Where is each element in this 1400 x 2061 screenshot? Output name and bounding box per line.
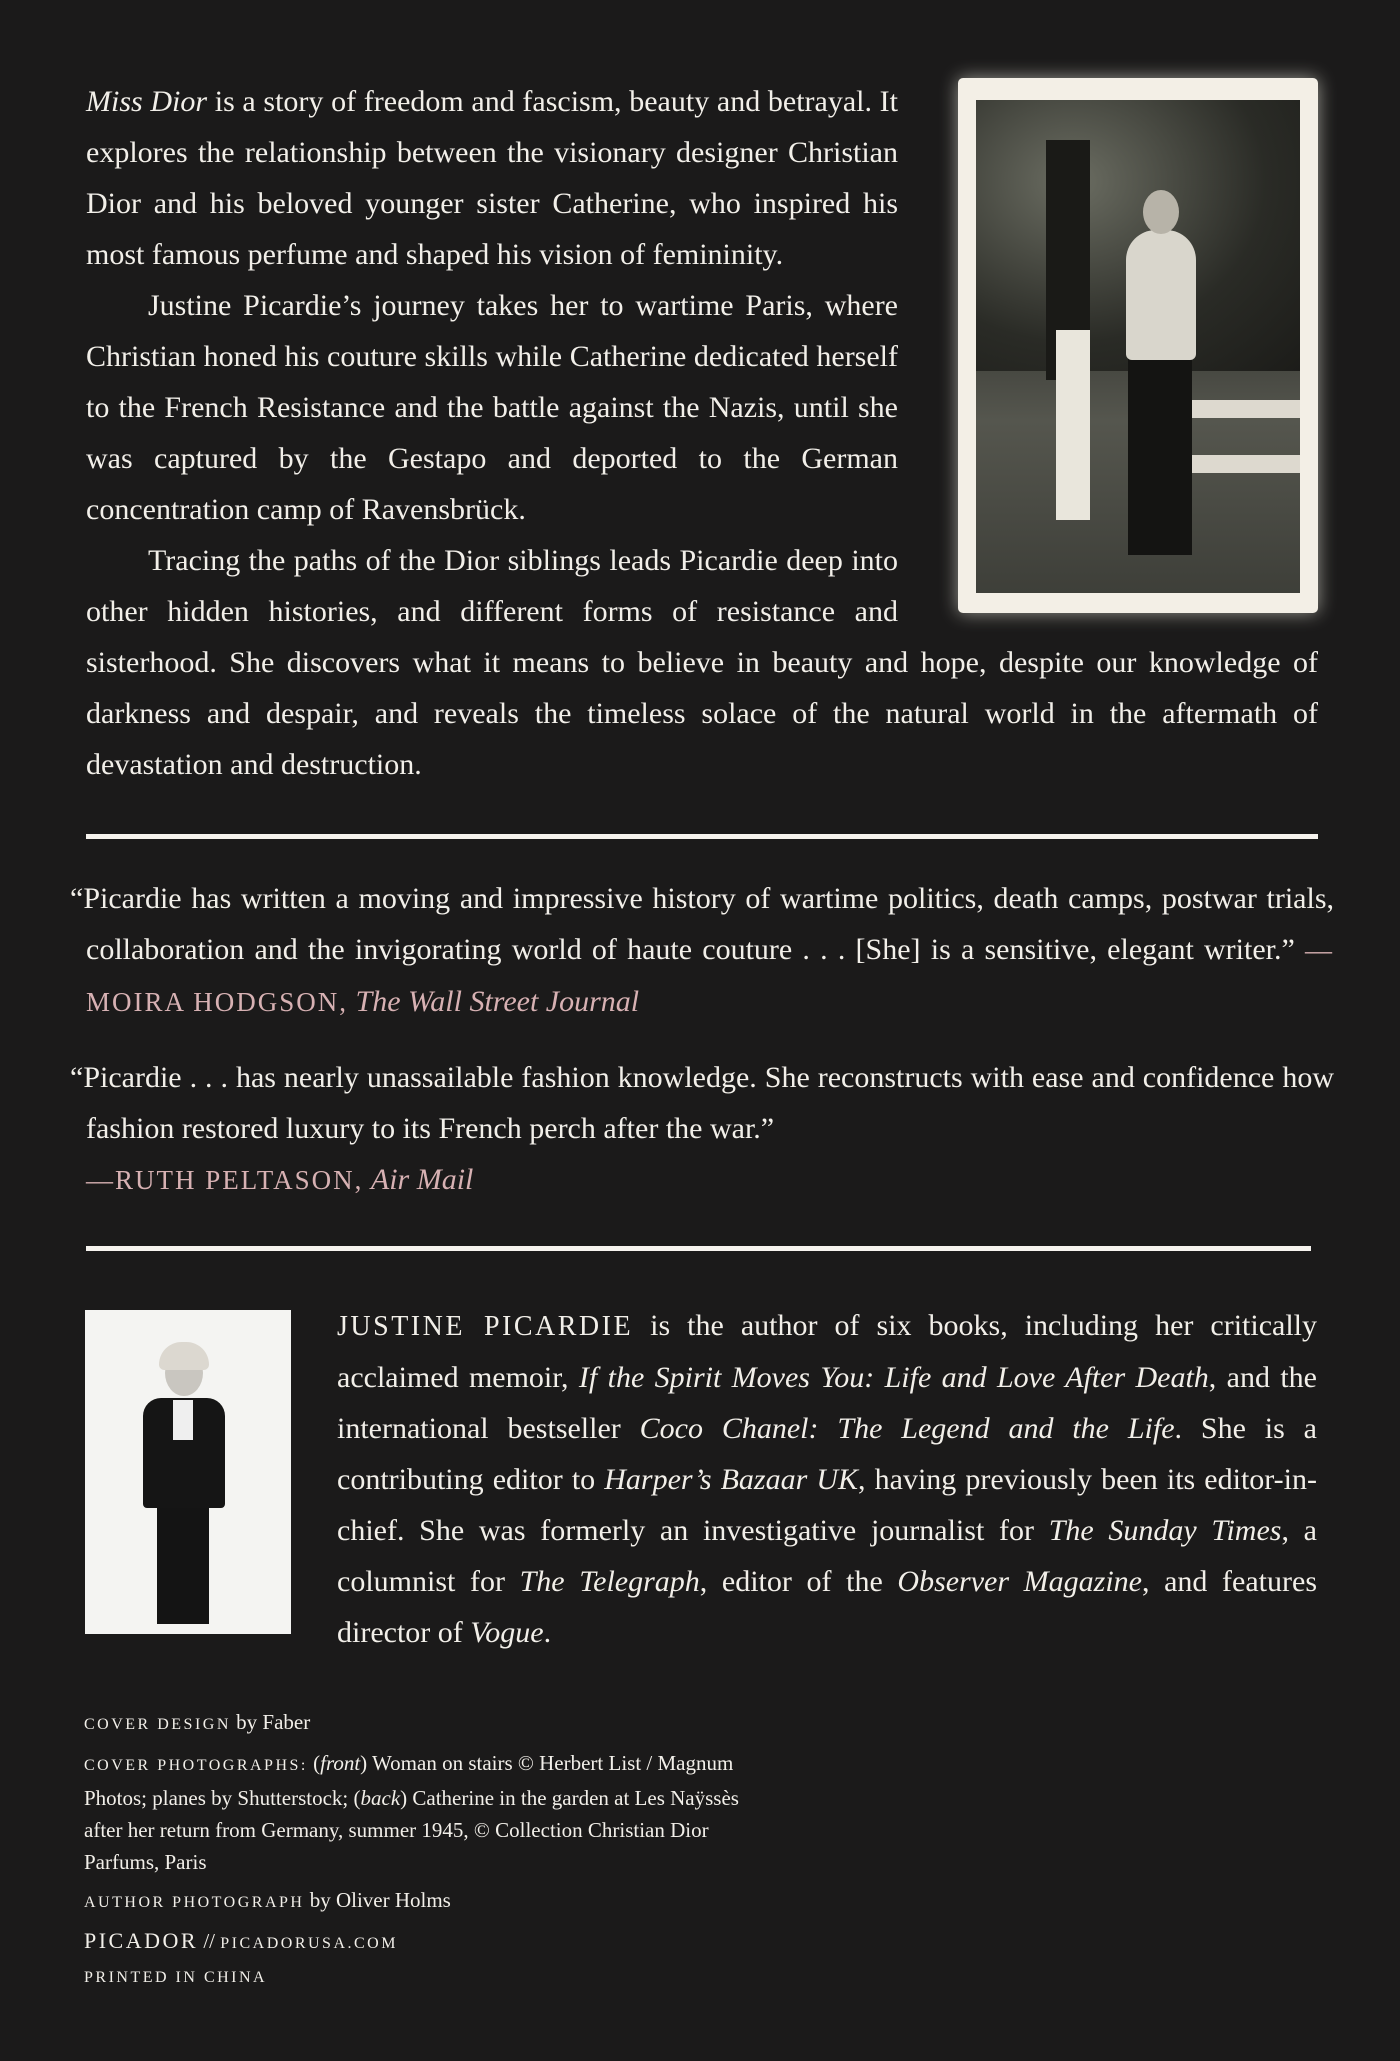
quote-attribution: —RUTH PELTASON, Air Mail	[86, 1163, 474, 1196]
book-title: Miss Dior	[86, 85, 208, 118]
author-photograph-credit: AUTHOR PHOTOGRAPH by Oliver Holms	[84, 1888, 451, 1912]
cover-photographs-credit: COVER PHOTOGRAPHS: (front) Woman on stairs © Herbert List / Magnum Photos; planes by Shutterstock; (back) Catherine in the garden at Les Naÿssès after her return from Germany, summer 1945, © Collection Christian Dior Parfums, Paris	[84, 1751, 739, 1874]
author-bio: JUSTINE PICARDIE is the author of six books, including her critically acclaimed memoir, If the Spirit Moves You: Life and Love After Death, and the international bestseller Coco Chanel: The Legend and the Life. She is a contributing editor to Harper’s Bazaar UK, having previously been its editor-in-chief. She was formerly an investigative journalist for The Sunday Times, a columnist for The Telegraph, editor of the Observer Magazine, and features director of Vogue.	[337, 1309, 1318, 1649]
publisher-imprint: PICADOR // PICADORUSA.COM	[84, 1928, 398, 1953]
quote-attribution: —MOIRA HODGSON, The Wall Street Journal	[86, 935, 1335, 1018]
review-quote-1: “Picardie has written a moving and impressive history of wartime politics, death camps, postwar trials, collaboration and the invigorating world of haute couture . . . [She] is a sensitive, elegant writer.” —MOIRA HODGSON, The Wall Street Journal	[70, 882, 1335, 1018]
blurb-paragraph-1: Miss Dior is a story of freedom and fascism, beauty and betrayal. It explores the relationship between the visionary designer Christian Dior and his beloved younger sister Catherine, who inspired his most famous perfume and shaped his vision of femininity.	[86, 85, 898, 271]
printed-in: PRINTED IN CHINA	[84, 1969, 268, 1986]
author-photo	[85, 1310, 291, 1634]
blurb-paragraph-3: Tracing the paths of the Dior siblings leads Picardie deep into other hidden histories, and different forms of resistance and sisterhood. She discovers what it means to believe in beauty and hope, despite our knowledge of darkness and despair, and reveals the timeless solace of the natural world in the aftermath of devastation and destruction.	[86, 544, 1318, 781]
cover-design-credit: COVER DESIGN by Faber	[84, 1710, 311, 1734]
publisher-website: PICADORUSA.COM	[220, 1935, 398, 1952]
author-name: JUSTINE PICARDIE	[337, 1311, 634, 1342]
blurb-paragraph-2: Justine Picardie’s journey takes her to wartime Paris, where Christian honed his couture skills while Catherine dedicated herself to the French Resistance and the battle against the Nazis, until she was captured by the Gestapo and deported to the German concentration camp of Ravensbrück.	[86, 289, 898, 526]
book-blurb	[86, 76, 1318, 790]
divider	[86, 1246, 1311, 1251]
review-quote-2: “Picardie . . . has nearly unassailable fashion knowledge. She reconstructs with ease and confidence how fashion restored luxury to its French perch after the war.” —RUTH PELTASON, Air Mail	[70, 1061, 1334, 1196]
credits	[84, 1706, 764, 1994]
catherine-dior-photo	[958, 78, 1318, 613]
divider	[86, 834, 1318, 839]
